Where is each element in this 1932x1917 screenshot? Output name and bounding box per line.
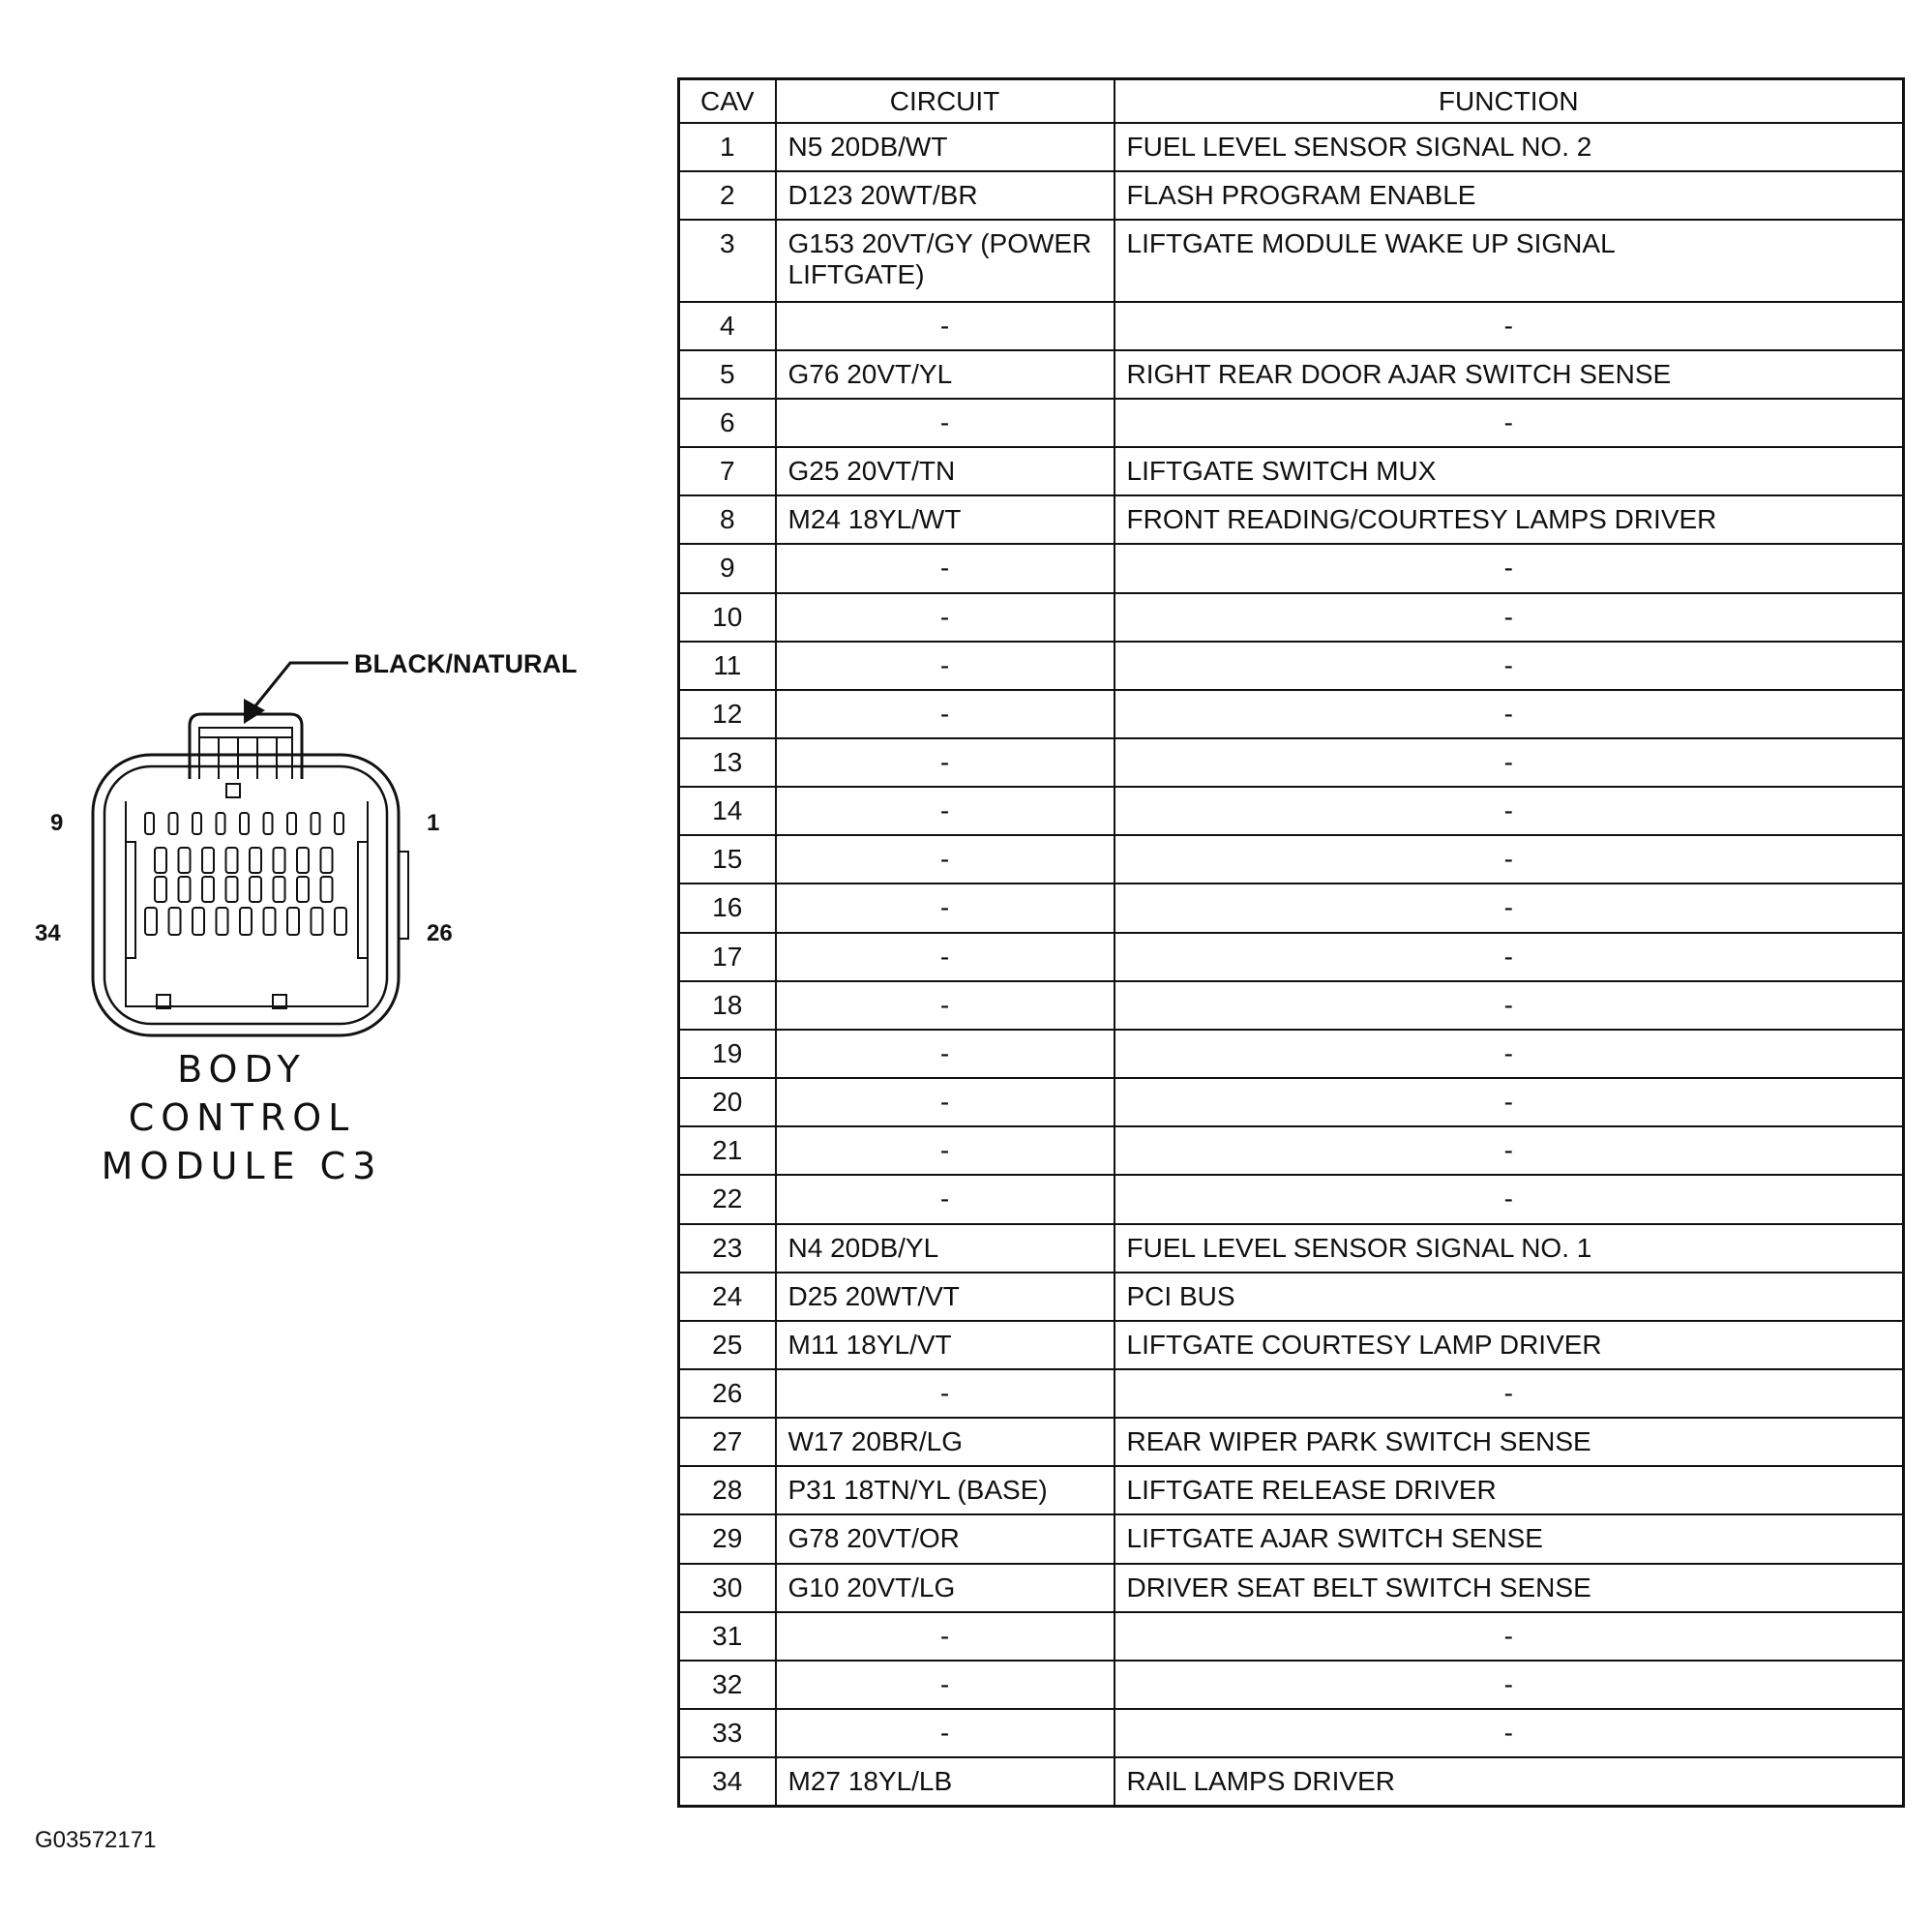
function-cell: -: [1115, 544, 1904, 592]
cav-cell: 6: [679, 399, 776, 447]
cav-cell: 8: [679, 495, 776, 544]
cav-cell: 30: [679, 1564, 776, 1612]
table-row: [679, 1321, 1904, 1369]
table-row: [679, 738, 1904, 787]
connector-cavity: [169, 813, 178, 834]
connector-cavity: [250, 877, 261, 902]
table-row: [679, 593, 1904, 642]
connector-cavity: [193, 908, 204, 935]
table-row: [679, 835, 1904, 884]
cav-cell: 10: [679, 593, 776, 642]
circuit-cell: P31 18TN/YL (BASE): [776, 1466, 1115, 1514]
circuit-cell: -: [776, 1126, 1115, 1175]
table-row: [679, 690, 1904, 738]
circuit-cell: G25 20VT/TN: [776, 447, 1115, 495]
table-row: [679, 123, 1904, 171]
cav-cell: 20: [679, 1078, 776, 1126]
cav-cell: 34: [679, 1757, 776, 1806]
table-row: [679, 933, 1904, 981]
function-cell: -: [1115, 981, 1904, 1030]
cav-cell: 26: [679, 1369, 776, 1418]
cav-cell: 27: [679, 1418, 776, 1466]
function-cell: FUEL LEVEL SENSOR SIGNAL NO. 2: [1115, 123, 1904, 171]
circuit-cell: -: [776, 1709, 1115, 1757]
connector-cavity: [217, 908, 228, 935]
connector-cavity: [202, 848, 214, 873]
circuit-cell: -: [776, 835, 1115, 884]
connector-cavity: [155, 877, 166, 902]
cav-cell: 4: [679, 302, 776, 350]
function-cell: -: [1115, 884, 1904, 932]
table-row: [679, 1418, 1904, 1466]
connector-cavity: [240, 908, 252, 935]
table-row: [679, 1030, 1904, 1078]
module-title-line-2: CONTROL: [128, 1096, 356, 1139]
connector-cavity: [335, 908, 346, 935]
table-row: [679, 1612, 1904, 1661]
connector-cavity: [297, 848, 309, 873]
connector-cavity: [145, 813, 154, 834]
module-title-line-3: MODULE C3: [101, 1145, 383, 1187]
connector-cavity: [264, 908, 276, 935]
function-cell: REAR WIPER PARK SWITCH SENSE: [1115, 1418, 1904, 1466]
connector-cavity: [287, 813, 296, 834]
table-row: [679, 1514, 1904, 1563]
pin-label-9: 9: [50, 810, 64, 836]
connector-cavity: [179, 848, 191, 873]
circuit-cell: -: [776, 593, 1115, 642]
function-cell: -: [1115, 1126, 1904, 1175]
cav-cell: 32: [679, 1661, 776, 1709]
cav-cell: 18: [679, 981, 776, 1030]
cav-cell: 13: [679, 738, 776, 787]
cav-cell: 12: [679, 690, 776, 738]
table-row: [679, 399, 1904, 447]
table-row: [679, 1757, 1904, 1806]
connector-cavity: [250, 848, 261, 873]
function-cell: LIFTGATE AJAR SWITCH SENSE: [1115, 1514, 1904, 1563]
circuit-cell: -: [776, 399, 1115, 447]
circuit-cell: -: [776, 1369, 1115, 1418]
table-row: [679, 1466, 1904, 1514]
cav-cell: 5: [679, 350, 776, 399]
function-cell: PCI BUS: [1115, 1273, 1904, 1321]
header-cav: CAV: [679, 79, 776, 124]
cav-cell: 29: [679, 1514, 776, 1563]
connector-cavity: [155, 848, 166, 873]
connector-cavity: [264, 813, 273, 834]
cav-cell: 21: [679, 1126, 776, 1175]
cav-cell: 23: [679, 1224, 776, 1273]
connector-diagram: [0, 619, 619, 1045]
function-cell: -: [1115, 593, 1904, 642]
function-cell: -: [1115, 1709, 1904, 1757]
header-circuit: CIRCUIT: [776, 79, 1115, 124]
connector-cavity: [312, 813, 320, 834]
cav-cell: 3: [679, 220, 776, 301]
header-function: FUNCTION: [1115, 79, 1904, 124]
function-cell: FRONT READING/COURTESY LAMPS DRIVER: [1115, 495, 1904, 544]
callout-leader: [253, 663, 348, 708]
cav-cell: 28: [679, 1466, 776, 1514]
circuit-cell: -: [776, 1030, 1115, 1078]
circuit-cell: D25 20WT/VT: [776, 1273, 1115, 1321]
circuit-cell: G10 20VT/LG: [776, 1564, 1115, 1612]
circuit-cell: -: [776, 1175, 1115, 1223]
function-cell: LIFTGATE SWITCH MUX: [1115, 447, 1904, 495]
module-title-line-1: BODY: [177, 1048, 307, 1091]
connector-color-label: BLACK/NATURAL: [354, 649, 578, 678]
function-cell: RAIL LAMPS DRIVER: [1115, 1757, 1904, 1806]
connector-cavity: [169, 908, 181, 935]
function-cell: -: [1115, 302, 1904, 350]
function-cell: LIFTGATE RELEASE DRIVER: [1115, 1466, 1904, 1514]
function-cell: -: [1115, 1078, 1904, 1126]
function-cell: -: [1115, 642, 1904, 690]
function-cell: -: [1115, 1030, 1904, 1078]
table-row: [679, 302, 1904, 350]
pin-label-26: 26: [427, 920, 453, 946]
connector-cavity: [202, 877, 214, 902]
table-row: [679, 884, 1904, 932]
circuit-cell: -: [776, 933, 1115, 981]
table-row: [679, 1126, 1904, 1175]
table-row: [679, 787, 1904, 835]
cavity-grid: [145, 813, 346, 935]
circuit-cell: -: [776, 690, 1115, 738]
table-row: [679, 1273, 1904, 1321]
pinout-table: [677, 77, 1905, 1808]
connector-cavity: [179, 877, 191, 902]
circuit-cell: G153 20VT/GY (POWER LIFTGATE): [776, 220, 1115, 301]
table-row: [679, 1224, 1904, 1273]
connector-cavity: [274, 877, 285, 902]
table-row: [679, 495, 1904, 544]
table-row: [679, 1078, 1904, 1126]
table-header-row: [679, 79, 1904, 124]
table-row: [679, 220, 1904, 301]
function-cell: -: [1115, 933, 1904, 981]
function-cell: -: [1115, 835, 1904, 884]
cav-cell: 17: [679, 933, 776, 981]
function-cell: -: [1115, 1369, 1904, 1418]
cav-cell: 16: [679, 884, 776, 932]
circuit-cell: -: [776, 642, 1115, 690]
table-row: [679, 1661, 1904, 1709]
table-row: [679, 350, 1904, 399]
connector-cavity: [240, 813, 249, 834]
circuit-cell: -: [776, 1661, 1115, 1709]
cav-cell: 31: [679, 1612, 776, 1661]
cav-cell: 15: [679, 835, 776, 884]
connector-cavity: [287, 908, 299, 935]
table-row: [679, 544, 1904, 592]
function-cell: LIFTGATE COURTESY LAMP DRIVER: [1115, 1321, 1904, 1369]
circuit-cell: -: [776, 884, 1115, 932]
circuit-cell: -: [776, 1078, 1115, 1126]
circuit-cell: M11 18YL/VT: [776, 1321, 1115, 1369]
table-row: [679, 1709, 1904, 1757]
cav-cell: 14: [679, 787, 776, 835]
connector-cavity: [217, 813, 225, 834]
callout-arrowhead: [244, 699, 265, 724]
circuit-cell: G76 20VT/YL: [776, 350, 1115, 399]
table-body: [679, 123, 1904, 1807]
circuit-cell: -: [776, 302, 1115, 350]
function-cell: FUEL LEVEL SENSOR SIGNAL NO. 1: [1115, 1224, 1904, 1273]
function-cell: -: [1115, 1661, 1904, 1709]
connector-cavity: [193, 813, 201, 834]
connector-cavity: [226, 877, 238, 902]
circuit-cell: N5 20DB/WT: [776, 123, 1115, 171]
circuit-cell: -: [776, 544, 1115, 592]
cav-cell: 24: [679, 1273, 776, 1321]
function-cell: -: [1115, 399, 1904, 447]
function-cell: -: [1115, 1175, 1904, 1223]
cav-cell: 7: [679, 447, 776, 495]
function-cell: FLASH PROGRAM ENABLE: [1115, 171, 1904, 220]
circuit-cell: W17 20BR/LG: [776, 1418, 1115, 1466]
connector-cavity: [321, 877, 333, 902]
function-cell: RIGHT REAR DOOR AJAR SWITCH SENSE: [1115, 350, 1904, 399]
cav-cell: 33: [679, 1709, 776, 1757]
circuit-cell: -: [776, 787, 1115, 835]
circuit-cell: M27 18YL/LB: [776, 1757, 1115, 1806]
connector-cavity: [297, 877, 309, 902]
cav-cell: 2: [679, 171, 776, 220]
figure-id: G03572171: [35, 1827, 157, 1853]
pin-label-1: 1: [427, 810, 440, 836]
cav-cell: 19: [679, 1030, 776, 1078]
function-cell: -: [1115, 787, 1904, 835]
function-cell: LIFTGATE MODULE WAKE UP SIGNAL: [1115, 220, 1904, 301]
table-row: [679, 642, 1904, 690]
table-row: [679, 981, 1904, 1030]
connector-cavity: [274, 848, 285, 873]
connector-cavity: [145, 908, 157, 935]
circuit-cell: N4 20DB/YL: [776, 1224, 1115, 1273]
table-row: [679, 1175, 1904, 1223]
pin-label-34: 34: [35, 920, 61, 946]
circuit-cell: G78 20VT/OR: [776, 1514, 1115, 1563]
circuit-cell: -: [776, 1612, 1115, 1661]
table-row: [679, 1564, 1904, 1612]
cav-cell: 1: [679, 123, 776, 171]
function-cell: -: [1115, 690, 1904, 738]
circuit-cell: M24 18YL/WT: [776, 495, 1115, 544]
circuit-cell: -: [776, 738, 1115, 787]
function-cell: -: [1115, 738, 1904, 787]
circuit-cell: -: [776, 981, 1115, 1030]
table-row: [679, 1369, 1904, 1418]
function-cell: -: [1115, 1612, 1904, 1661]
table-row: [679, 447, 1904, 495]
connector-cavity: [312, 908, 323, 935]
cav-cell: 22: [679, 1175, 776, 1223]
table-row: [679, 171, 1904, 220]
circuit-cell: D123 20WT/BR: [776, 171, 1115, 220]
function-cell: DRIVER SEAT BELT SWITCH SENSE: [1115, 1564, 1904, 1612]
connector-cavity: [335, 813, 343, 834]
connector-cavity: [321, 848, 333, 873]
cav-cell: 11: [679, 642, 776, 690]
cav-cell: 9: [679, 544, 776, 592]
cav-cell: 25: [679, 1321, 776, 1369]
connector-cavity: [226, 848, 238, 873]
